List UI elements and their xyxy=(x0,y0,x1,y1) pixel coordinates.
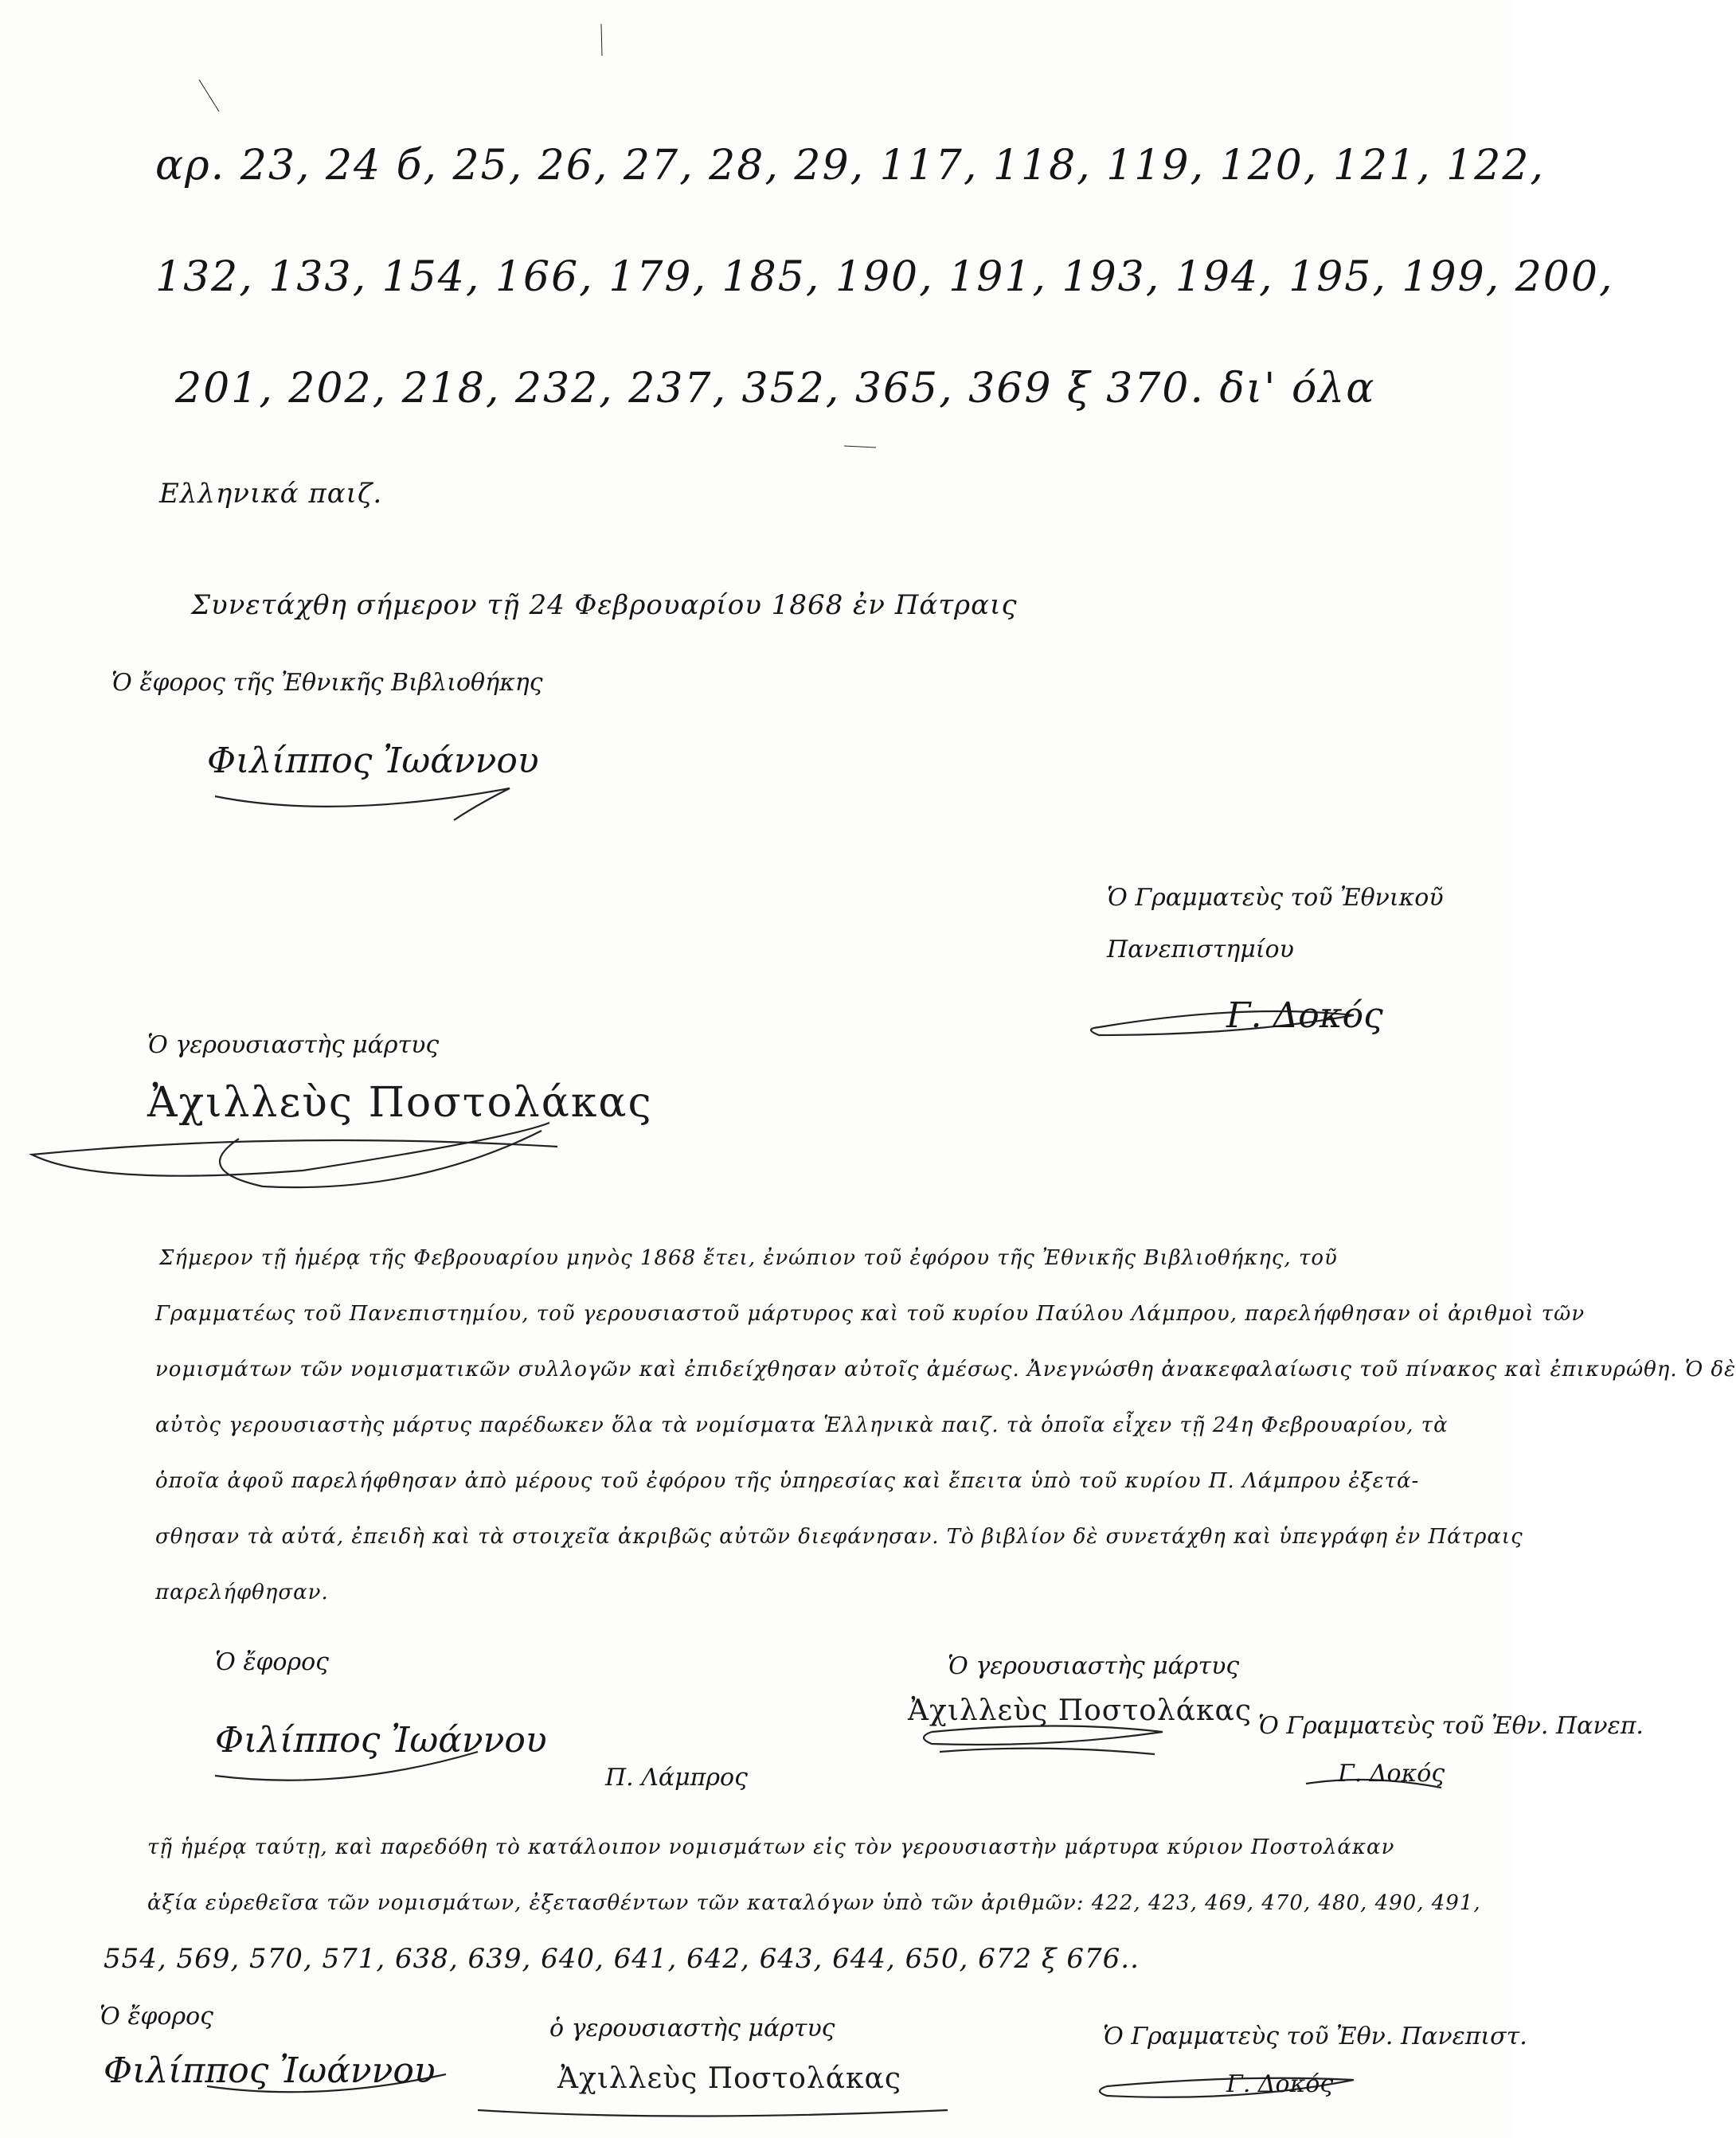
signature-heading: Ὁ γερουσιαστὴς μάρτυς xyxy=(948,1652,1240,1680)
paragraph-line: σθησαν τὰ αὐτά, ἐπειδὴ καὶ τὰ στοιχεῖα ἀκριβῶς αὐτῶν διεφάνησαν. Τὸ βιβλίον δὲ συνετάχθη καὶ ὑπεγράφη ἐν Πάτραις xyxy=(155,1525,1523,1549)
signature-name: Φιλίππος Ἰωάννου xyxy=(215,1720,547,1761)
list-line: αρ. 23, 24 б, 25, 26, 27, 28, 29, 117, 118, 119, 120, 121, 122, xyxy=(155,142,1545,190)
signature-name: Γ. Δοκός xyxy=(1226,995,1383,1036)
paragraph-line: Σήμερον τῇ ἡμέρᾳ τῆς Φεβρουαρίου μηνὸς 1868 ἔτει, ἐνώπιον τοῦ ἐφόρου τῆς Ἐθνικῆς Βιβλιοθήκης, τοῦ xyxy=(159,1246,1338,1270)
paragraph-line: νομισμάτων τῶν νομισματικῶν συλλογῶν καὶ ἐπιδείχθησαν αὐτοῖς ἀμέσως. Ἀνεγνώσθη ἀνακεφαλαίωσις τοῦ πίνακος καὶ ἐπικυρώθη. Ὁ δὲ xyxy=(155,1358,1736,1382)
closing-line: τῇ ἡμέρᾳ ταύτῃ, καὶ παρεδόθη τὸ κατάλοιπον νομισμάτων εἰς τὸν γερουσιαστὴν μάρτυρα κύριον Ποστολάκαν xyxy=(147,1835,1395,1859)
closing-line: 554, 569, 570, 571, 638, 639, 640, 641, 642, 643, 644, 650, 672 ξ 676.. xyxy=(104,1943,1140,1975)
stray-mark xyxy=(601,24,602,56)
signature-stamp-name: Ἀχιλλεὺς Ποστολάκας xyxy=(147,1079,653,1127)
paragraph-line: αὐτὸς γερουσιαστὴς μάρτυς παρέδωκεν ὅλα τὰ νομίσματα Ἑλληνικὰ παιζ. τὰ ὁποῖα εἶχεν τῇ 24η Φεβρουαρίου, τὰ xyxy=(155,1413,1449,1437)
list-line: Ελληνικά παιζ. xyxy=(159,478,383,510)
signature-heading: Ὁ Γραμματεὺς τοῦ Ἐθνικοῦ xyxy=(1107,884,1444,912)
signature-name: Φιλίππος Ἰωάννου xyxy=(207,741,539,781)
signature-stamp-name: Ἀχιλλεὺς Ποστολάκας xyxy=(908,1694,1253,1727)
signature-heading: Ὁ Γραμματεὺς τοῦ Ἐθν. Πανεπ. xyxy=(1258,1712,1644,1740)
paragraph-line: Γραμματέως τοῦ Πανεπιστημίου, τοῦ γερουσιαστοῦ μάρτυρος καὶ τοῦ κυρίου Παύλου Λάμπρου, παρελήφθησαν οἱ ἀριθμοὶ τῶν xyxy=(155,1302,1585,1326)
flourish-center-4 xyxy=(940,1749,1155,1754)
flourish-left-1 xyxy=(215,788,510,820)
flourish-center-5 xyxy=(478,2110,948,2117)
signature-name: Φιλίππος Ἰωάννου xyxy=(104,2050,436,2091)
signature-heading: Ὁ Γραμματεὺς τοῦ Ἐθν. Πανεπιστ. xyxy=(1103,2023,1527,2050)
signature-name: Γ. Δοκός xyxy=(1338,1760,1445,1788)
stray-mark xyxy=(844,446,876,448)
signature-heading: ὁ γερουσιαστὴς μάρτυς xyxy=(549,2015,835,2042)
paragraph-line: ὁποῖα ἀφοῦ παρελήφθησαν ἀπὸ μέρους τοῦ ἐφόρου τῆς ὑπηρεσίας καὶ ἔπειτα ὑπὸ τοῦ κυρίου Π. Λάμπρου ἐξετά- xyxy=(155,1469,1420,1493)
flourish-center-1 xyxy=(32,1123,557,1176)
signature-heading: Ὁ ἔφορος xyxy=(100,2003,213,2031)
date-line: Συνετάχθη σήμερον τῇ 24 Φεβρουαρίου 1868 ἐν Πάτραις xyxy=(191,589,1018,621)
signature-stamp-name: Ἀχιλλεὺς Ποστολάκας xyxy=(557,2062,902,2095)
signature-heading: Ὁ γερουσιαστὴς μάρτυς xyxy=(147,1031,440,1059)
stray-mark xyxy=(199,80,219,111)
signature-subheading: Πανεπιστημίου xyxy=(1107,936,1294,963)
flourish-center-3 xyxy=(924,1726,1163,1745)
signature-name: Π. Λάμπρος xyxy=(605,1764,748,1792)
list-line: 132, 133, 154, 166, 179, 185, 190, 191, 193, 194, 195, 199, 200, xyxy=(155,253,1614,301)
closing-line: ἀξία εὑρεθεῖσα τῶν νομισμάτων, ἐξετασθέντων τῶν καταλόγων ὑπὸ τῶν ἀριθμῶν: 422, 423, 469, 470, 480, 490, 491, xyxy=(147,1891,1481,1915)
signature-heading: Ὁ ἔφορος τῆς Ἐθνικῆς Βιβλιοθήκης xyxy=(111,669,543,697)
signature-name: Γ. Δοκός xyxy=(1226,2070,1334,2098)
paragraph-line: παρελήφθησαν. xyxy=(155,1581,329,1604)
signature-heading: Ὁ ἔφορος xyxy=(215,1648,329,1676)
list-line: 201, 202, 218, 232, 237, 352, 365, 369 ξ 370. δι' όλα xyxy=(175,365,1376,412)
flourish-center-2 xyxy=(220,1131,542,1187)
